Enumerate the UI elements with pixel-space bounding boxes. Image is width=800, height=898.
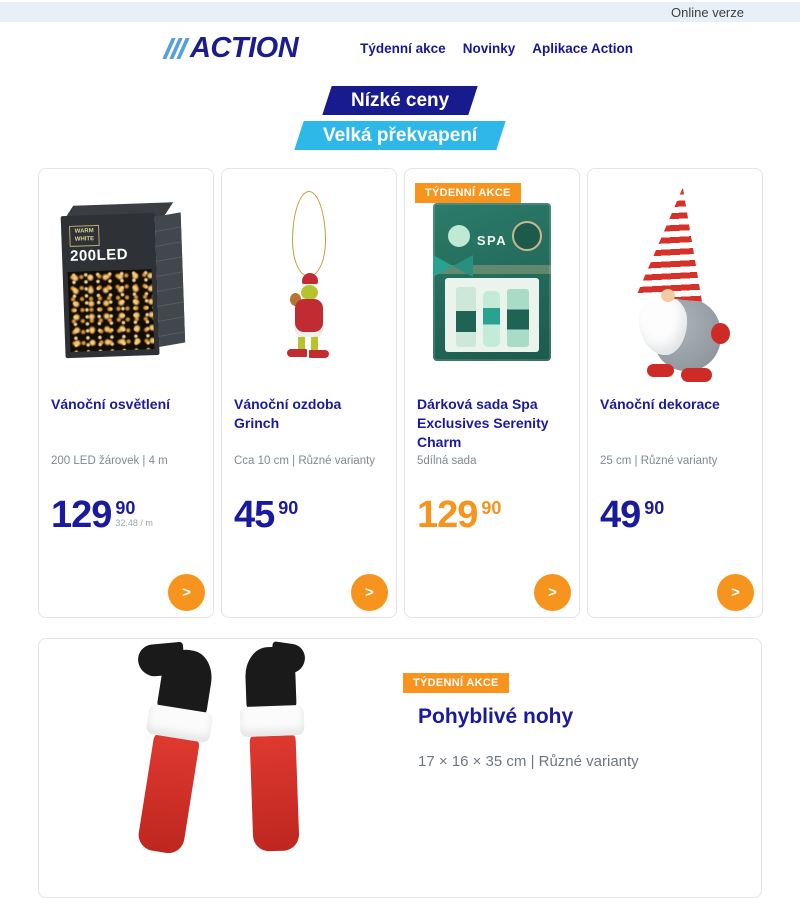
led-lights-photo [68,269,155,352]
product-card-christmas-lights[interactable] [38,168,214,618]
online-version-link[interactable]: Online verze [671,4,744,20]
arrow-button[interactable] [717,574,754,611]
product-title: Vánoční osvětlení [51,396,171,412]
product-price: 129 90 32.48 / m [51,494,153,536]
product-subtitle: 200 LED žárovek | 4 m [51,455,168,467]
product-subtitle: 5dílná sada [417,455,477,467]
arrow-icon: > [365,584,374,601]
product-subtitle: 25 cm | Různé varianty [600,455,718,467]
product-image-gnome [598,181,752,383]
arrow-icon: > [731,584,740,601]
nav-app[interactable]: Aplikace Action [532,40,634,56]
product-image-grinch [232,181,386,383]
arrow-icon: > [182,584,191,601]
product-price: 49 90 [600,494,665,536]
nav-weekly-deals[interactable]: Týdenní akce [360,40,446,56]
product-title: Vánoční dekorace [600,396,720,412]
banner-big-surprises: Velká překvapení [294,121,506,150]
arrow-button[interactable] [351,574,388,611]
product-title: Vánoční ozdoba Grinch [234,396,342,431]
product-price: 45 90 [234,494,299,536]
product-image-spa-set [415,181,569,383]
led-box-count-label: 200LED [69,245,129,265]
product-subtitle: Cca 10 cm | Různé varianty [234,455,376,467]
nav-news[interactable]: Novinky [462,40,516,56]
product-price-sale: 129 90 [417,494,502,536]
arrow-icon: > [548,584,557,601]
product-image-led-lights [49,181,203,383]
ornament-string [292,191,326,277]
product-grid [38,168,763,618]
promo-banner [0,86,800,150]
feature-subtitle: 17 × 16 × 35 cm | Různé varianty [418,753,639,770]
header [0,24,800,72]
feature-card-moving-legs[interactable] [38,638,762,898]
feature-title: Pohyblivé nohy [418,705,574,728]
logo-text: ACTION [189,31,299,64]
product-card-gnome[interactable] [587,168,763,618]
weekly-deal-badge: TÝDENNÍ AKCE [403,673,509,693]
product-title: Dárková sada Spa Exclusives Serenity Charm [417,396,549,450]
product-card-grinch-ornament[interactable] [221,168,397,618]
action-logo[interactable] [167,31,299,64]
logo-stripes-icon [162,38,189,59]
main-nav [360,41,633,56]
arrow-button[interactable] [168,574,205,611]
banner-low-prices: Nízké ceny [322,86,478,115]
top-bar [0,2,800,22]
product-card-spa-set[interactable] [404,168,580,618]
product-image-santa-legs [119,647,399,897]
unit-price: 32.48 / m [115,518,153,528]
spa-logo: SPA [476,233,508,248]
weekly-deal-badge: TÝDENNÍ AKCE [415,183,521,203]
arrow-button[interactable] [534,574,571,611]
led-box-brand-label: WARM WHITE [69,225,100,247]
